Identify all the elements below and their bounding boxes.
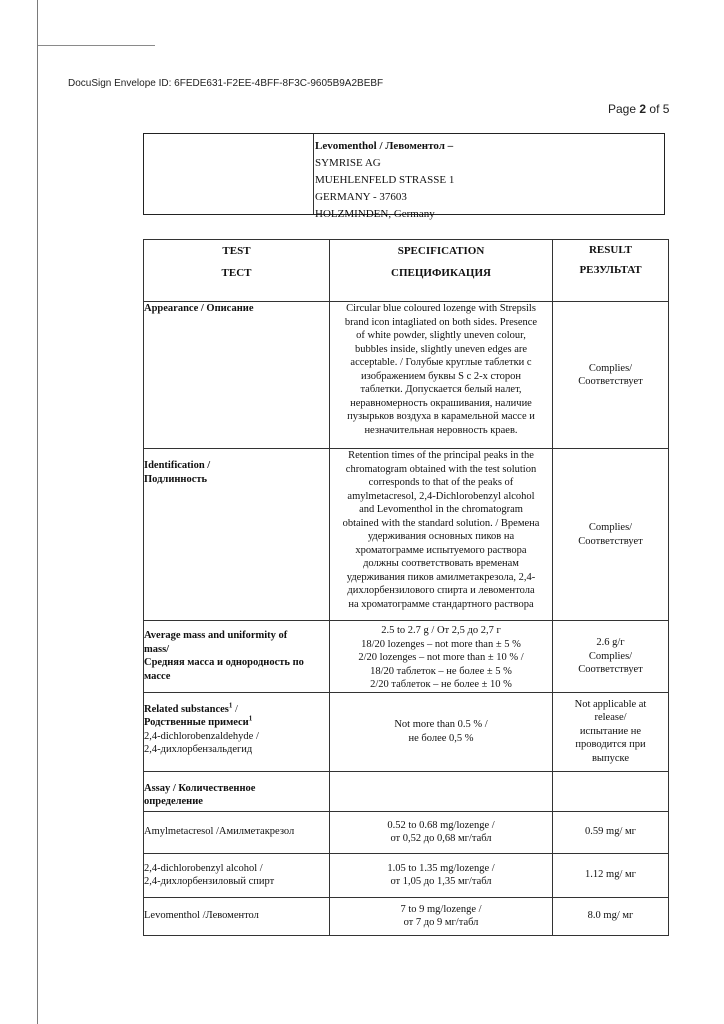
- table-row: [144, 811, 669, 853]
- result-value: 2.6 g/г Complies/ Соответствует: [553, 621, 669, 693]
- test-name: Identification / Подлинность: [144, 449, 330, 621]
- result-value: 0.59 mg/ мг: [553, 811, 669, 853]
- specification-text: 2.5 to 2.7 g / От 2,5 до 2,7 г 18/20 lozenges – not more than ± 5 % 2/20 lozenges – not more than ± 10 % / 18/20 таблеток – не более ± 5 % 2/20 таблеток – не более ± 10 %: [330, 621, 553, 693]
- manufacturer-address-box: [143, 133, 665, 220]
- result-value: Complies/ Соответствует: [553, 449, 669, 621]
- test-name: Assay / Количественное определение: [144, 771, 330, 811]
- left-margin-rule: [37, 0, 38, 1024]
- specification-text: 0.52 to 0.68 mg/lozenge / от 0,52 до 0,68 мг/табл: [330, 811, 553, 853]
- page-number: Page 2 of 5: [608, 102, 670, 116]
- table-row: [144, 692, 669, 771]
- table-row: [144, 621, 669, 693]
- test-name: 2,4-dichlorobenzyl alcohol / 2,4-дихлорбензиловый спирт: [144, 853, 330, 897]
- street-address: MUEHLENFELD STRASSE 1: [315, 174, 455, 186]
- table-row: [144, 897, 669, 935]
- result-value: 1.12 mg/ мг: [553, 853, 669, 897]
- result-value: [553, 771, 669, 811]
- result-value: Complies/ Соответствует: [553, 302, 669, 449]
- specification-text: [330, 771, 553, 811]
- docusign-envelope-id: DocuSign Envelope ID: 6FEDE631-F2EE-4BFF-8F3C-9605B9A2BEBF: [68, 78, 384, 89]
- manufacturer-address: [315, 138, 454, 223]
- product-name: Levomenthol / Левоментол –: [315, 140, 454, 152]
- header-test: TEST ТЕСТ: [144, 240, 330, 302]
- specification-text: Circular blue coloured lozenge with Strepsils brand icon intagliated on both sides. Presence of white powder, slightly uneven colour, bubbles inside, slightly uneven edges are acceptable. / Голубые круглые таблетки с изображением буквы S с 2-х сторон таблетки. Допускается белый налет, неравномерность окрашивания, наличие пузырьков воздуха в карамельной массе и незначительная неровность краев.: [330, 302, 553, 449]
- specification-text: 7 to 9 mg/lozenge / от 7 до 9 мг/табл: [330, 897, 553, 935]
- table-row: [144, 853, 669, 897]
- specification-text: 1.05 to 1.35 mg/lozenge / от 1,05 до 1,35 мг/табл: [330, 853, 553, 897]
- test-name: Related substances$^1$ / Родственные примеси$^1$ 2,4-dichlorobenzaldehyde / 2,4-дихлорбензальдегид: [144, 692, 330, 771]
- table-row: [144, 771, 669, 811]
- table-row: [144, 302, 669, 449]
- specification-text: Not more than 0.5 % / не более 0,5 %: [330, 692, 553, 771]
- header-result: RESULT РЕЗУЛЬТАТ: [553, 240, 669, 302]
- country-postcode: GERMANY - 37603: [315, 191, 407, 203]
- header-specification: SPECIFICATION СПЕЦИФИКАЦИЯ: [330, 240, 553, 302]
- table-row: [144, 449, 669, 621]
- test-name: Amylmetacresol /Амилметакрезол: [144, 811, 330, 853]
- address-box-divider: [313, 134, 314, 214]
- test-name: Levomenthol /Левоментол: [144, 897, 330, 935]
- test-name: Appearance / Описание: [144, 302, 330, 449]
- city: HOLZMINDEN, Germany: [315, 208, 435, 220]
- table-header-row: [144, 240, 669, 302]
- specification-table: [143, 239, 669, 936]
- specification-text: Retention times of the principal peaks in the chromatogram obtained with the test solution corresponds to that of the peaks of amylmetacresol, 2,4-Dichlorobenzyl alcohol and Levomenthol in the chromatogram obtained with the standard solution. / Времена удерживания основных пиков на хроматограмме испытуемого раствора должны соответствовать временам удерживания пиков амилметакрезола, 2,4- дихлорбензилового спирта и левоментола на хроматограмме стандартного раствора: [330, 449, 553, 621]
- top-margin-mark: [38, 45, 155, 46]
- result-value: Not applicable at release/ испытание не проводится при выпуске: [553, 692, 669, 771]
- test-name: Average mass and uniformity of mass/ Средняя масса и однородность по массе: [144, 621, 330, 693]
- company-name: SYMRISE AG: [315, 157, 381, 169]
- result-value: 8.0 mg/ мг: [553, 897, 669, 935]
